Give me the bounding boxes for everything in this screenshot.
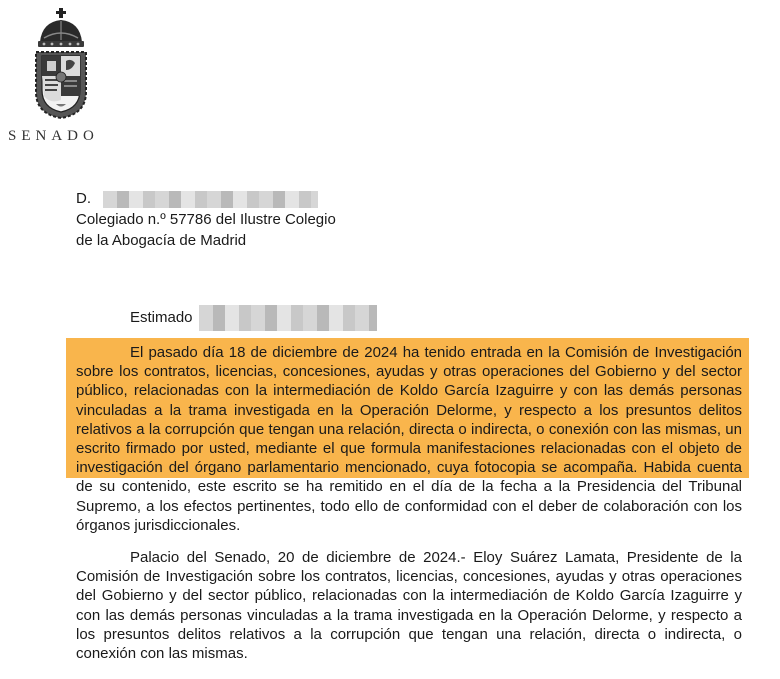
recipient-block: [76, 188, 336, 251]
recipient-bar-association: de la Abogacía de Madrid: [76, 232, 247, 249]
salutation-label: Estimado: [130, 308, 193, 326]
recipient-name-line: [76, 188, 336, 209]
redacted-salutation-name: [199, 305, 377, 331]
paragraph-signature: Palacio del Senado, 20 de diciembre de 2024.- Eloy Suárez Lamata, Presidente de la Comisión de Investigación sobre los contratos, licencias, concesiones, ayudas y otras operaciones del Gobierno y del sector público, relacionadas con la intermediación de Koldo García Izaguirre y con las demás personas vinculadas a la trama investigada en la Operación Delorme, y respecto a los presuntos delitos relativos a la corrupción que tengan una relación, directa o indirecta, o conexión con las mismas.: [76, 549, 742, 663]
senado-crest-logo: [30, 8, 92, 120]
senado-label: SENADO: [8, 128, 99, 144]
recipient-membership: Colegiado n.º 57786 del Ilustre Colegio: [76, 211, 336, 228]
letter-body: [76, 343, 742, 663]
redacted-name: [103, 191, 318, 208]
salutation: [130, 305, 377, 331]
recipient-prefix: D.: [76, 190, 91, 207]
paragraph-notice: El pasado día 18 de diciembre de 2024 ha tenido entrada en la Comisión de Investigación sobre los contratos, licencias, concesiones, ayudas y otras operaciones del Gobierno y del sector público, relacionadas con la intermediación de Koldo García Izaguirre y con las demás personas vinculadas a la trama investigada en la Operación Delorme, y respecto a los presuntos delitos relativos a la corrupción que tengan una relación, directa o indirecta, o conexión con las mismas, un escrito firmado por usted, mediante el que formula manifestaciones relacionadas con el objeto de investigación del órgano parlamentario mencionado, cuya fotocopia se acompaña. Habida cuenta de su contenido, este escrito se ha remitido en el día de la fecha a la Presidencia del Tribunal Supremo, a los efectos pertinentes, todo ello de conformidad con el deber de colaboración con los órganos jurisdiccionales.: [76, 344, 742, 534]
